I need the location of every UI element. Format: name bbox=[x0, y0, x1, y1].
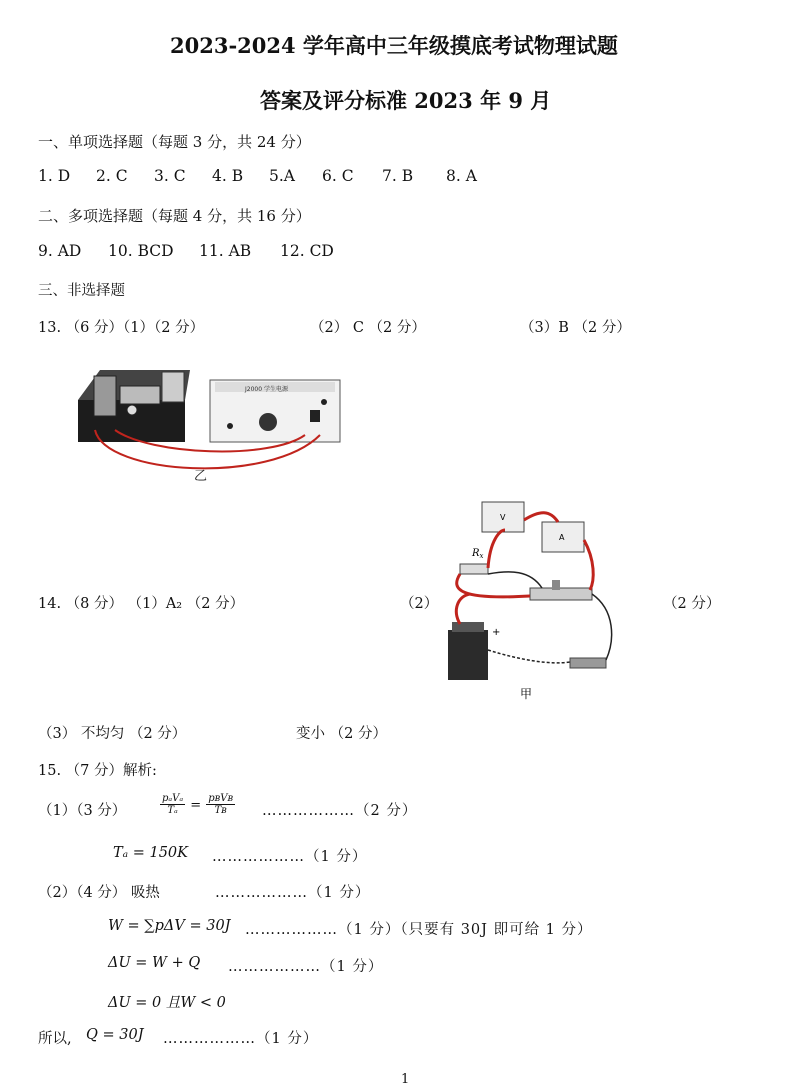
q14-line-2-score: （2 分） bbox=[663, 596, 721, 612]
q13-line-3: （3）B （2 分） bbox=[520, 320, 631, 336]
q14-circuit-figure bbox=[430, 500, 630, 700]
q13-line-2: （2） C （2 分） bbox=[310, 320, 426, 336]
q15-conclusion-label: 所以, bbox=[38, 1031, 72, 1047]
q15-part2-score: ………………（1 分） bbox=[215, 885, 371, 901]
page-subtitle: 答案及评分标准 2023 年 9 月 bbox=[260, 88, 552, 113]
q15-q-score: ………………（1 分） bbox=[163, 1031, 319, 1047]
q15-part1-score: ………………（2 分） bbox=[262, 803, 418, 819]
q13-circuit-figure bbox=[70, 360, 350, 500]
q13-figure-label: 乙 bbox=[194, 469, 208, 484]
q15-ta-equation: Tₐ = 150K bbox=[113, 845, 188, 861]
device-label: J2000 学生电源 bbox=[245, 386, 288, 393]
q15-heading: 15. （7 分）解析: bbox=[38, 763, 157, 779]
q15-work-score: ………………（1 分）（只要有 30J 即可给 1 分） bbox=[245, 922, 593, 938]
answer-item: 5.A bbox=[269, 167, 295, 185]
answer-item: 12. CD bbox=[280, 242, 334, 260]
q15-ta-score: ………………（1 分） bbox=[212, 849, 368, 865]
rx-label: $R_x$ bbox=[472, 548, 484, 560]
answer-item: 10. BCD bbox=[108, 242, 174, 260]
frac-right-num: pʙVʙ bbox=[208, 793, 234, 804]
q14-part3: （3） 不均匀 （2 分） bbox=[38, 726, 187, 742]
answer-item: 2. C bbox=[96, 167, 128, 185]
answer-item: 7. B bbox=[382, 167, 414, 185]
frac-left-den: Tₐ bbox=[167, 805, 178, 816]
q15-part2-label: （2）（4 分） 吸热 bbox=[38, 885, 160, 901]
page-title: 2023-2024 学年高中三年级摸底考试物理试题 bbox=[170, 33, 618, 58]
q15-first-law-score: ………………（1 分） bbox=[228, 959, 384, 975]
plus-sign: + bbox=[492, 627, 501, 638]
section-heading-non-choice: 三、非选择题 bbox=[38, 283, 125, 299]
frac-right-den: Tʙ bbox=[214, 805, 227, 816]
answer-item: 11. AB bbox=[199, 242, 252, 260]
q15-du-zero: ΔU = 0 且W < 0 bbox=[108, 995, 226, 1011]
q14-line-2: （2） bbox=[400, 596, 439, 612]
page-number: 1 bbox=[401, 1072, 410, 1087]
answer-item: 9. AD bbox=[38, 242, 82, 260]
q15-q-equation: Q = 30J bbox=[86, 1027, 144, 1043]
q13-line-1: 13. （6 分）（1）（2 分） bbox=[38, 320, 205, 336]
q15-gas-law-equation: $\frac{\text{pₐVₐ}}{\text{Tₐ}}$ = $\frac{\text{pʙVʙ}}{\text{Tʙ}}$ bbox=[162, 793, 234, 816]
meter-a-label: A bbox=[559, 533, 565, 542]
answer-item: 4. B bbox=[212, 167, 244, 185]
meter-v-label: V bbox=[500, 513, 506, 522]
section-heading-single-choice: 一、单项选择题（每题 3 分，共 24 分） bbox=[38, 133, 311, 151]
q15-part1-label: （1）（3 分） bbox=[38, 803, 127, 819]
section-heading-multiple-choice: 二、多项选择题（每题 4 分，共 16 分） bbox=[38, 207, 311, 225]
frac-left-num: pₐVₐ bbox=[162, 793, 184, 804]
q15-first-law-equation: ΔU = W + Q bbox=[108, 955, 201, 971]
q14-part3-b: 变小 （2 分） bbox=[296, 726, 387, 742]
q14-figure-label: 甲 bbox=[520, 687, 533, 701]
answer-item: 3. C bbox=[154, 167, 186, 185]
q14-line-1: 14. （8 分） （1）A₂ （2 分） bbox=[38, 596, 245, 612]
answer-item: 8. A bbox=[446, 167, 477, 185]
answer-item: 1. D bbox=[38, 167, 71, 185]
q15-work-equation: W = ∑pΔV = 30J bbox=[108, 918, 231, 934]
answer-item: 6. C bbox=[322, 167, 354, 185]
